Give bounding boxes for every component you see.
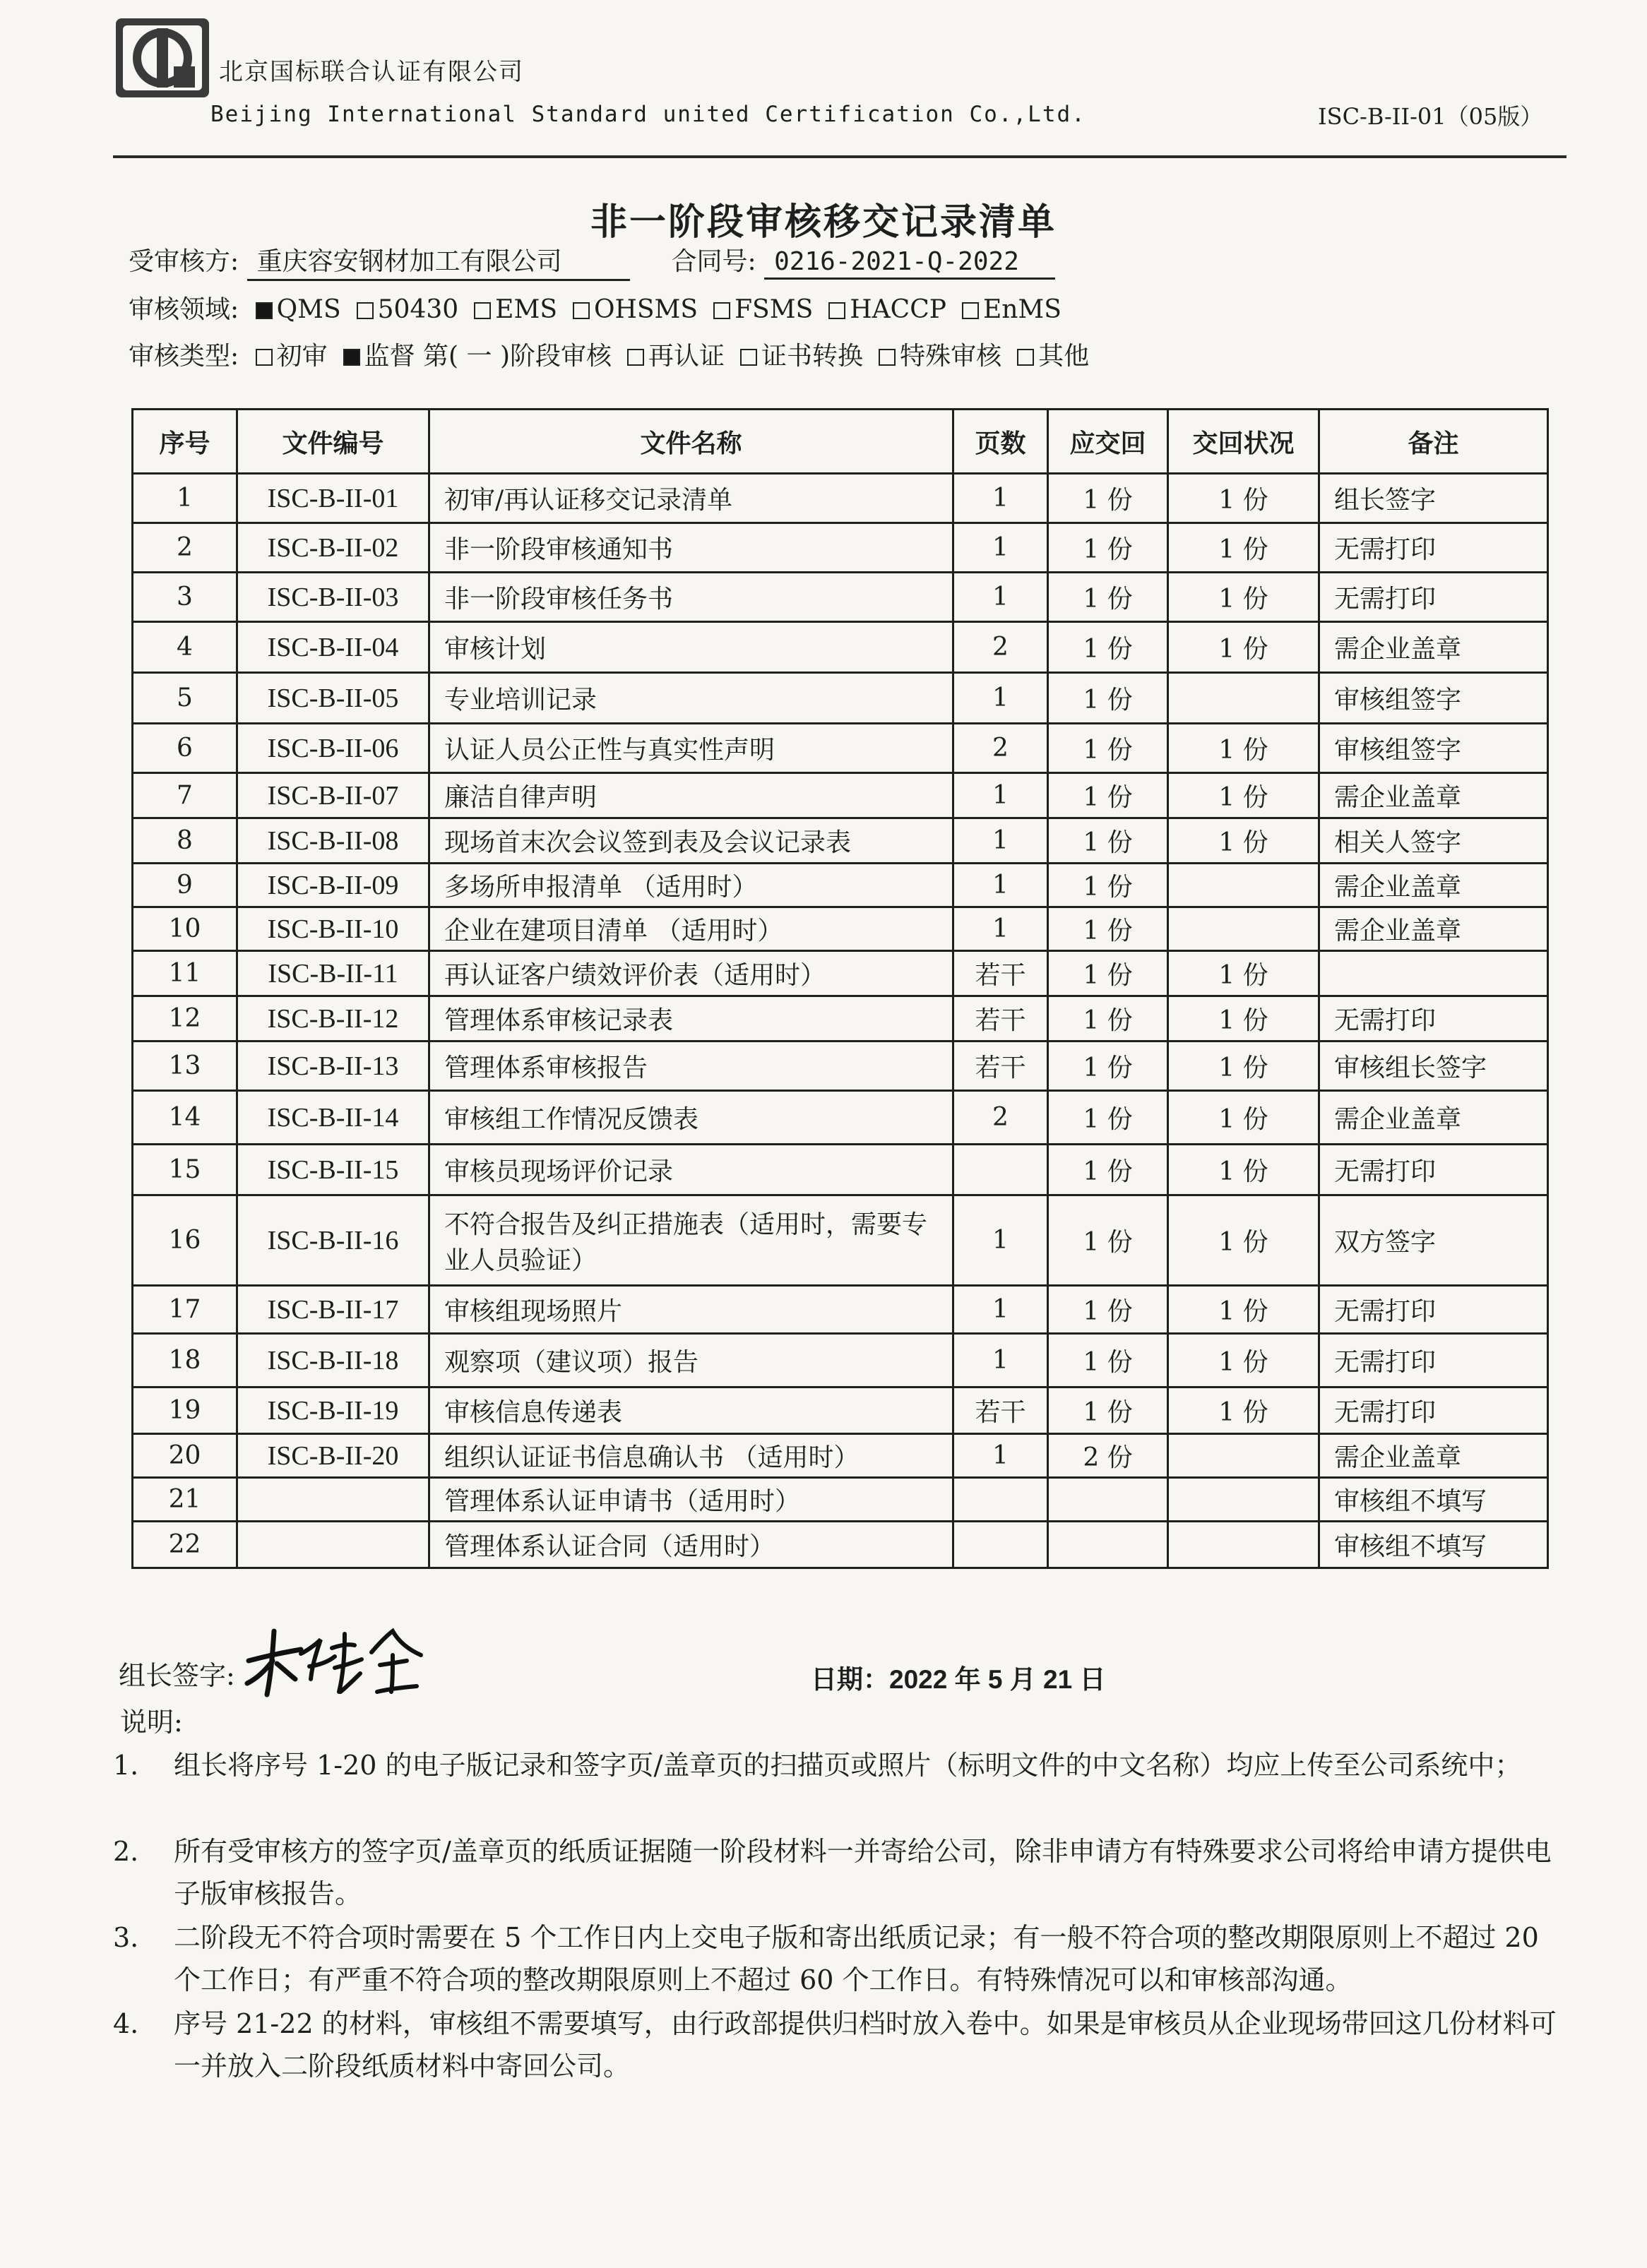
audit-domain-option [256, 295, 341, 324]
company-logo-icon [113, 16, 212, 100]
cell-to-return: 1 份 [1048, 1042, 1168, 1091]
checkbox-unchecked-icon [474, 302, 491, 319]
table-row [133, 573, 1548, 622]
audit-domain-options [256, 295, 1077, 324]
note-item [113, 2003, 1568, 2087]
cell-page-count: 2 [953, 622, 1048, 673]
cell-file-name: 认证人员公正性与真实性声明 [429, 724, 953, 773]
audit-domain-option-label: QMS [276, 295, 341, 324]
audit-type-option-label: 证书转换 [761, 342, 864, 371]
cell-row-index: 8 [133, 818, 237, 864]
table-header-col-file-code: 文件编号 [237, 410, 429, 474]
cell-file-name: 初审/再认证移交记录清单 [429, 474, 953, 523]
audit-type-options [256, 342, 1105, 371]
audit-domain-option-label: FSMS [735, 295, 814, 324]
cell-page-count: 1 [953, 523, 1048, 573]
cell-file-name: 非一阶段审核任务书 [429, 573, 953, 622]
table-row [133, 673, 1548, 724]
cell-row-index: 11 [133, 951, 237, 996]
cell-remark: 需企业盖章 [1319, 1091, 1548, 1145]
cell-file-code: ISC-B-II-09 [237, 864, 429, 907]
signature-label: 组长签字: [119, 1660, 235, 1691]
audit-type-option-label: 再认证 [648, 342, 725, 371]
checkbox-unchecked-icon [256, 349, 273, 366]
cell-file-code: ISC-B-II-19 [237, 1387, 429, 1434]
table-row [133, 1387, 1548, 1434]
table-row [133, 951, 1548, 996]
cell-row-index: 15 [133, 1145, 237, 1195]
cell-file-code: ISC-B-II-12 [237, 996, 429, 1042]
cell-file-code: ISC-B-II-13 [237, 1042, 429, 1091]
cell-row-index: 2 [133, 523, 237, 573]
cell-to-return: 1 份 [1048, 996, 1168, 1042]
cell-remark: 需企业盖章 [1319, 1434, 1548, 1478]
table-header-col-pages: 页数 [953, 410, 1048, 474]
audit-type-option [879, 336, 1001, 372]
cell-page-count: 1 [953, 474, 1048, 523]
table-header-col-remarks: 备注 [1319, 410, 1548, 474]
cell-remark: 审核组长签字 [1319, 1042, 1548, 1091]
cell-row-index: 6 [133, 724, 237, 773]
note-text: 二阶段无不符合项时需要在 5 个工作日内上交电子版和寄出纸质记录；有一般不符合项的整改期限原则上不超过 20 个工作日；有严重不符合项的整改期限原则上不超过 60 个工作日。有特殊情况可以和审核部沟通。 [174, 1922, 1539, 1995]
cell-remark: 无需打印 [1319, 1286, 1548, 1334]
cell-to-return: 1 份 [1048, 622, 1168, 673]
checkbox-unchecked-icon [828, 302, 845, 319]
cell-page-count: 若干 [953, 1042, 1048, 1091]
table-row [133, 474, 1548, 523]
cell-remark [1319, 951, 1548, 996]
cell-file-code: ISC-B-II-20 [237, 1434, 429, 1478]
cell-row-index: 12 [133, 996, 237, 1042]
cell-to-return: 1 份 [1048, 1387, 1168, 1434]
cell-return-status: 1 份 [1168, 773, 1319, 818]
table-row [133, 773, 1548, 818]
table-row [133, 523, 1548, 573]
cell-file-name: 专业培训记录 [429, 673, 953, 724]
cell-file-code: ISC-B-II-15 [237, 1145, 429, 1195]
cell-remark: 双方签字 [1319, 1195, 1548, 1286]
checkbox-unchecked-icon [740, 349, 757, 366]
cell-file-name: 不符合报告及纠正措施表（适用时，需要专业人员验证） [429, 1195, 953, 1286]
cell-page-count: 1 [953, 773, 1048, 818]
table-row [133, 1522, 1548, 1568]
note-item [113, 1744, 1568, 1786]
audit-type-option-label: 监督 第( 一 )阶段审核 [364, 342, 612, 371]
cell-file-code [237, 1478, 429, 1522]
table-row [133, 864, 1548, 907]
cell-return-status: 1 份 [1168, 523, 1319, 573]
cell-remark: 审核组签字 [1319, 673, 1548, 724]
note-number: 1. [113, 1750, 139, 1781]
audit-domain-option [962, 295, 1062, 324]
cell-return-status [1168, 864, 1319, 907]
table-row [133, 996, 1548, 1042]
checkbox-unchecked-icon [573, 302, 590, 319]
cell-row-index: 1 [133, 474, 237, 523]
audit-type-option-label: 特殊审核 [900, 342, 1002, 371]
contract-number-label: 合同号: [671, 247, 756, 276]
audit-type-option [740, 336, 863, 372]
cell-file-name: 廉洁自律声明 [429, 773, 953, 818]
cell-to-return [1048, 1522, 1168, 1568]
cell-remark: 组长签字 [1319, 474, 1548, 523]
table-row [133, 622, 1548, 673]
audit-domain-option-label: EnMS [982, 295, 1062, 324]
table-row [133, 818, 1548, 864]
cell-remark: 无需打印 [1319, 1145, 1548, 1195]
cell-to-return: 1 份 [1048, 573, 1168, 622]
cell-row-index: 3 [133, 573, 237, 622]
cell-file-name: 观察项（建议项）报告 [429, 1334, 953, 1387]
cell-file-code: ISC-B-II-17 [237, 1286, 429, 1334]
audit-type-option [1017, 336, 1089, 372]
cell-page-count: 1 [953, 573, 1048, 622]
cell-remark: 审核组不填写 [1319, 1522, 1548, 1568]
audit-domain-row [129, 290, 1077, 326]
cell-page-count: 若干 [953, 996, 1048, 1042]
cell-return-status: 1 份 [1168, 1286, 1319, 1334]
cell-row-index: 4 [133, 622, 237, 673]
cell-remark: 需企业盖章 [1319, 622, 1548, 673]
audit-type-label: 审核类型: [129, 342, 239, 371]
cell-page-count: 若干 [953, 951, 1048, 996]
cell-to-return: 1 份 [1048, 724, 1168, 773]
checkbox-unchecked-icon [627, 349, 644, 366]
checkbox-unchecked-icon [713, 302, 730, 319]
cell-file-name: 管理体系审核记录表 [429, 996, 953, 1042]
cell-page-count: 1 [953, 1286, 1048, 1334]
audit-type-option-label: 其他 [1038, 342, 1090, 371]
cell-row-index: 17 [133, 1286, 237, 1334]
cell-file-name: 审核组现场照片 [429, 1286, 953, 1334]
handwritten-signature-icon [242, 1624, 432, 1702]
cell-to-return: 1 份 [1048, 864, 1168, 907]
cell-row-index: 9 [133, 864, 237, 907]
record-table [131, 408, 1549, 1569]
audit-domain-option [474, 295, 557, 324]
cell-page-count: 2 [953, 1091, 1048, 1145]
note-number: 4. [113, 2008, 139, 2039]
audit-type-option [343, 336, 612, 372]
cell-file-code: ISC-B-II-04 [237, 622, 429, 673]
cell-return-status [1168, 673, 1319, 724]
cell-row-index: 21 [133, 1478, 237, 1522]
header-divider [113, 155, 1566, 158]
cell-page-count: 1 [953, 907, 1048, 951]
audit-type-option-label: 初审 [276, 342, 328, 371]
audit-domain-option [828, 295, 946, 324]
table-row [133, 724, 1548, 773]
cell-return-status: 1 份 [1168, 1145, 1319, 1195]
cell-to-return: 1 份 [1048, 907, 1168, 951]
cell-page-count: 1 [953, 673, 1048, 724]
cell-file-code: ISC-B-II-08 [237, 818, 429, 864]
cell-row-index: 18 [133, 1334, 237, 1387]
table-header-col-file-name: 文件名称 [429, 410, 953, 474]
note-number: 3. [113, 1922, 139, 1953]
audit-type-option [256, 336, 328, 372]
note-number: 2. [113, 1836, 139, 1867]
audit-domain-label: 审核领域: [129, 295, 239, 324]
cell-file-code: ISC-B-II-07 [237, 773, 429, 818]
cell-return-status: 1 份 [1168, 474, 1319, 523]
cell-file-code: ISC-B-II-01 [237, 474, 429, 523]
cell-to-return: 1 份 [1048, 818, 1168, 864]
cell-page-count [953, 1145, 1048, 1195]
cell-page-count: 1 [953, 1195, 1048, 1286]
cell-row-index: 19 [133, 1387, 237, 1434]
cell-file-code: ISC-B-II-02 [237, 523, 429, 573]
table-row [133, 1195, 1548, 1286]
table-header-col-return-status: 交回状况 [1168, 410, 1319, 474]
cell-remark: 无需打印 [1319, 573, 1548, 622]
cell-file-name: 组织认证证书信息确认书 （适用时） [429, 1434, 953, 1478]
audit-domain-option [713, 295, 813, 324]
note-item [113, 1830, 1568, 1915]
cell-return-status [1168, 1522, 1319, 1568]
cell-file-code: ISC-B-II-10 [237, 907, 429, 951]
cell-page-count: 1 [953, 1334, 1048, 1387]
cell-remark: 相关人签字 [1319, 818, 1548, 864]
cell-to-return: 1 份 [1048, 523, 1168, 573]
cell-to-return: 1 份 [1048, 1091, 1168, 1145]
cell-file-code: ISC-B-II-03 [237, 573, 429, 622]
cell-page-count: 若干 [953, 1387, 1048, 1434]
cell-row-index: 13 [133, 1042, 237, 1091]
company-name-cn: 北京国标联合认证有限公司 [219, 58, 524, 86]
cell-file-name: 审核员现场评价记录 [429, 1145, 953, 1195]
audited-party-value: 重庆容安钢材加工有限公司 [247, 241, 630, 281]
cell-page-count: 1 [953, 1434, 1048, 1478]
cell-to-return: 1 份 [1048, 1286, 1168, 1334]
cell-return-status: 1 份 [1168, 1042, 1319, 1091]
cell-return-status [1168, 1478, 1319, 1522]
note-text: 所有受审核方的签字页/盖章页的纸质证据随一阶段材料一并寄给公司，除非申请方有特殊要求公司将给申请方提供电子版审核报告。 [174, 1836, 1552, 1909]
cell-row-index: 7 [133, 773, 237, 818]
cell-return-status: 1 份 [1168, 724, 1319, 773]
checkbox-unchecked-icon [879, 349, 896, 366]
cell-remark: 审核组不填写 [1319, 1478, 1548, 1522]
audit-domain-option-label: 50430 [377, 295, 459, 324]
table-body [133, 474, 1548, 1568]
cell-page-count [953, 1522, 1048, 1568]
cell-file-name: 管理体系审核报告 [429, 1042, 953, 1091]
cell-row-index: 20 [133, 1434, 237, 1478]
checkbox-checked-icon [256, 302, 273, 319]
cell-page-count: 2 [953, 724, 1048, 773]
cell-row-index: 5 [133, 673, 237, 724]
cell-file-name: 审核信息传递表 [429, 1387, 953, 1434]
audited-party-label: 受审核方: [129, 247, 239, 276]
table-header-row [133, 410, 1548, 474]
cell-to-return: 2 份 [1048, 1434, 1168, 1478]
cell-file-code: ISC-B-II-18 [237, 1334, 429, 1387]
cell-file-code: ISC-B-II-06 [237, 724, 429, 773]
table-row [133, 1286, 1548, 1334]
cell-return-status: 1 份 [1168, 1091, 1319, 1145]
cell-file-code: ISC-B-II-11 [237, 951, 429, 996]
checkbox-unchecked-icon [1017, 349, 1034, 366]
audit-type-row [129, 336, 1105, 372]
checkbox-unchecked-icon [357, 302, 374, 319]
cell-return-status: 1 份 [1168, 1334, 1319, 1387]
cell-page-count: 1 [953, 864, 1048, 907]
cell-row-index: 10 [133, 907, 237, 951]
contract-number-value: 0216-2021-Q-2022 [764, 247, 1055, 280]
cell-return-status [1168, 907, 1319, 951]
cell-return-status: 1 份 [1168, 818, 1319, 864]
cell-remark: 无需打印 [1319, 1387, 1548, 1434]
notes-heading: 说明: [120, 1707, 183, 1738]
cell-to-return [1048, 1478, 1168, 1522]
note-text: 组长将序号 1-20 的电子版记录和签字页/盖章页的扫描页或照片（标明文件的中文名称）均应上传至公司系统中； [174, 1750, 1522, 1781]
audit-type-option [627, 336, 725, 372]
table-row [133, 1042, 1548, 1091]
cell-remark: 需企业盖章 [1319, 864, 1548, 907]
checkbox-checked-icon [343, 349, 360, 366]
table-row [133, 907, 1548, 951]
cell-remark: 无需打印 [1319, 1334, 1548, 1387]
cell-file-code: ISC-B-II-16 [237, 1195, 429, 1286]
page-title: 非一阶段审核移交记录清单 [590, 201, 1057, 244]
cell-file-name: 现场首末次会议签到表及会议记录表 [429, 818, 953, 864]
cell-return-status: 1 份 [1168, 573, 1319, 622]
cell-to-return: 1 份 [1048, 1195, 1168, 1286]
cell-to-return: 1 份 [1048, 1334, 1168, 1387]
table-row [133, 1478, 1548, 1522]
cell-to-return: 1 份 [1048, 1145, 1168, 1195]
audit-domain-option [357, 295, 459, 324]
date-text: 日期：2022 年 5 月 21 日 [811, 1665, 1106, 1694]
audit-domain-option [573, 295, 698, 324]
document-code: ISC-B-II-01（05版） [1318, 103, 1543, 130]
note-text: 序号 21-22 的材料，审核组不需要填写，由行政部提供归档时放入卷中。如果是审核员从企业现场带回这几份材料可一并放入二阶段纸质材料中寄回公司。 [174, 2008, 1557, 2082]
company-name-en: Beijing International Standard united Certification Co.,Ltd. [210, 102, 1086, 127]
cell-row-index: 22 [133, 1522, 237, 1568]
cell-remark: 无需打印 [1319, 996, 1548, 1042]
cell-file-name: 多场所申报清单 （适用时） [429, 864, 953, 907]
cell-to-return: 1 份 [1048, 474, 1168, 523]
cell-file-name: 管理体系认证合同（适用时） [429, 1522, 953, 1568]
cell-return-status: 1 份 [1168, 1195, 1319, 1286]
cell-remark: 审核组签字 [1319, 724, 1548, 773]
cell-remark: 需企业盖章 [1319, 907, 1548, 951]
cell-return-status: 1 份 [1168, 622, 1319, 673]
cell-page-count [953, 1478, 1048, 1522]
checkbox-unchecked-icon [962, 302, 979, 319]
audit-domain-option-label: HACCP [850, 295, 946, 324]
cell-file-name: 审核组工作情况反馈表 [429, 1091, 953, 1145]
cell-file-code: ISC-B-II-05 [237, 673, 429, 724]
table-row [133, 1145, 1548, 1195]
cell-file-name: 审核计划 [429, 622, 953, 673]
cell-remark: 无需打印 [1319, 523, 1548, 573]
cell-to-return: 1 份 [1048, 773, 1168, 818]
cell-file-code [237, 1522, 429, 1568]
cell-file-name: 管理体系认证申请书（适用时） [429, 1478, 953, 1522]
cell-page-count: 1 [953, 818, 1048, 864]
note-item [113, 1916, 1568, 2001]
cell-file-name: 非一阶段审核通知书 [429, 523, 953, 573]
cell-row-index: 16 [133, 1195, 237, 1286]
cell-row-index: 14 [133, 1091, 237, 1145]
cell-remark: 需企业盖章 [1319, 773, 1548, 818]
cell-file-code: ISC-B-II-14 [237, 1091, 429, 1145]
cell-to-return: 1 份 [1048, 951, 1168, 996]
audit-domain-option-label: OHSMS [593, 295, 698, 324]
table-header-col-index: 序号 [133, 410, 237, 474]
cell-return-status: 1 份 [1168, 951, 1319, 996]
cell-to-return: 1 份 [1048, 673, 1168, 724]
audited-party-row [129, 241, 1055, 281]
table-row [133, 1334, 1548, 1387]
table-row [133, 1091, 1548, 1145]
audit-domain-option-label: EMS [495, 295, 557, 324]
cell-return-status: 1 份 [1168, 996, 1319, 1042]
cell-return-status: 1 份 [1168, 1387, 1319, 1434]
cell-file-name: 企业在建项目清单 （适用时） [429, 907, 953, 951]
table-header-col-to-return: 应交回 [1048, 410, 1168, 474]
table-row [133, 1434, 1548, 1478]
cell-return-status [1168, 1434, 1319, 1478]
cell-file-name: 再认证客户绩效评价表（适用时） [429, 951, 953, 996]
